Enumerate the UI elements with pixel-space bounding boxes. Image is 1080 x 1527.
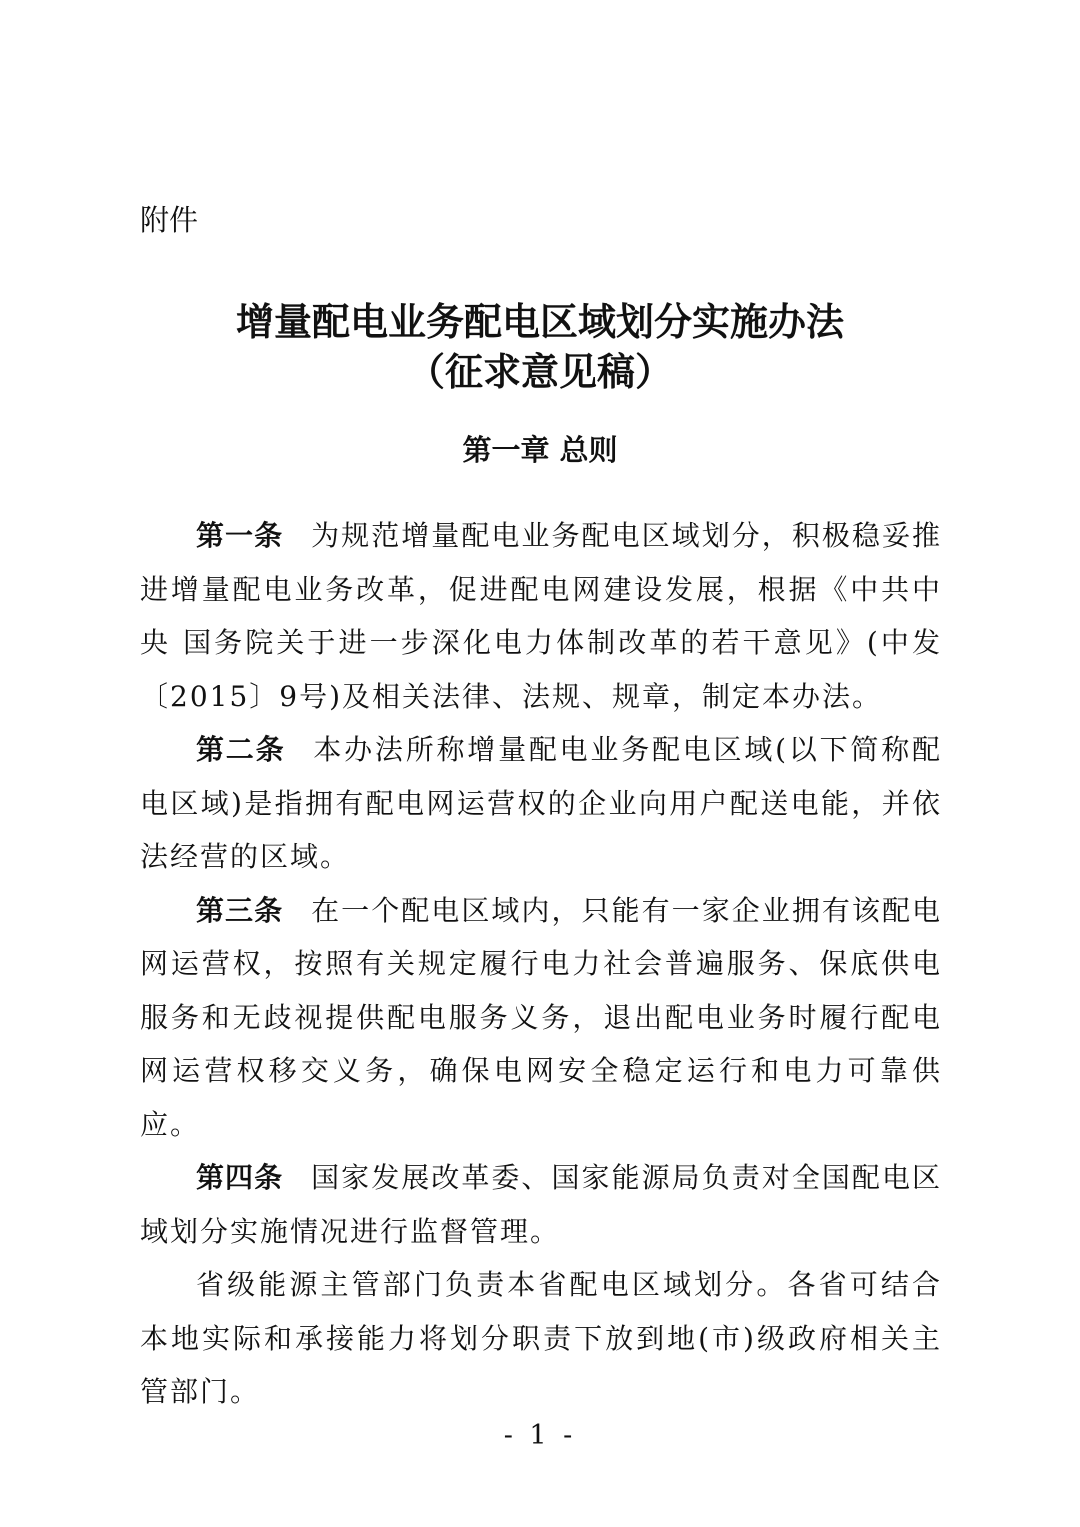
article-text: 本办法所称增量配电业务配电区域(以下简称配电区域)是指拥有配电网运营权的企业向用户配送电能，并依法经营的区域。: [140, 733, 942, 873]
page-number: - 1 -: [503, 1420, 577, 1451]
document-subtitle: （征求意见稿）: [406, 350, 673, 394]
document-body: [140, 509, 942, 1419]
article-paragraph: [140, 509, 942, 723]
article-label: 第四条: [196, 1161, 284, 1194]
article-paragraph: [140, 1151, 942, 1258]
article-label: 第三条: [196, 893, 284, 927]
article-text: 省级能源主管部门负责本省配电区域划分。各省可结合本地实际和承接能力将划分职责下放到地(市)级政府相关主管部门。: [140, 1268, 942, 1408]
article-label: 第二条: [196, 733, 286, 766]
article-text: 在一个配电区域内，只能有一家企业拥有该配电网运营权，按照有关规定履行电力社会普遍服务、保底供电服务和无歧视提供配电服务义务，退出配电业务时履行配电网运营权移交义务，确保电网安全稳定运行和电力可靠供应。: [140, 893, 942, 1141]
attachment-label: 附件: [140, 203, 199, 237]
article-paragraph: [140, 1258, 942, 1419]
chapter-heading: 第一章 总则: [462, 433, 618, 467]
document-title: 增量配电业务配电区域划分实施办法: [235, 300, 844, 344]
article-paragraph: [140, 723, 942, 884]
article-text: 为规范增量配电业务配电区域划分，积极稳妥推进增量配电业务改革，促进配电网建设发展，根据《中共中央 国务院关于进一步深化电力体制改革的若干意见》(中发〔2015〕9号)及相关法律、法规、规章，制定本办法。: [140, 519, 942, 713]
article-label: 第一条: [196, 519, 284, 552]
article-paragraph: [140, 884, 942, 1152]
article-text: 国家发展改革委、国家能源局负责对全国配电区域划分实施情况进行监督管理。: [140, 1161, 942, 1248]
